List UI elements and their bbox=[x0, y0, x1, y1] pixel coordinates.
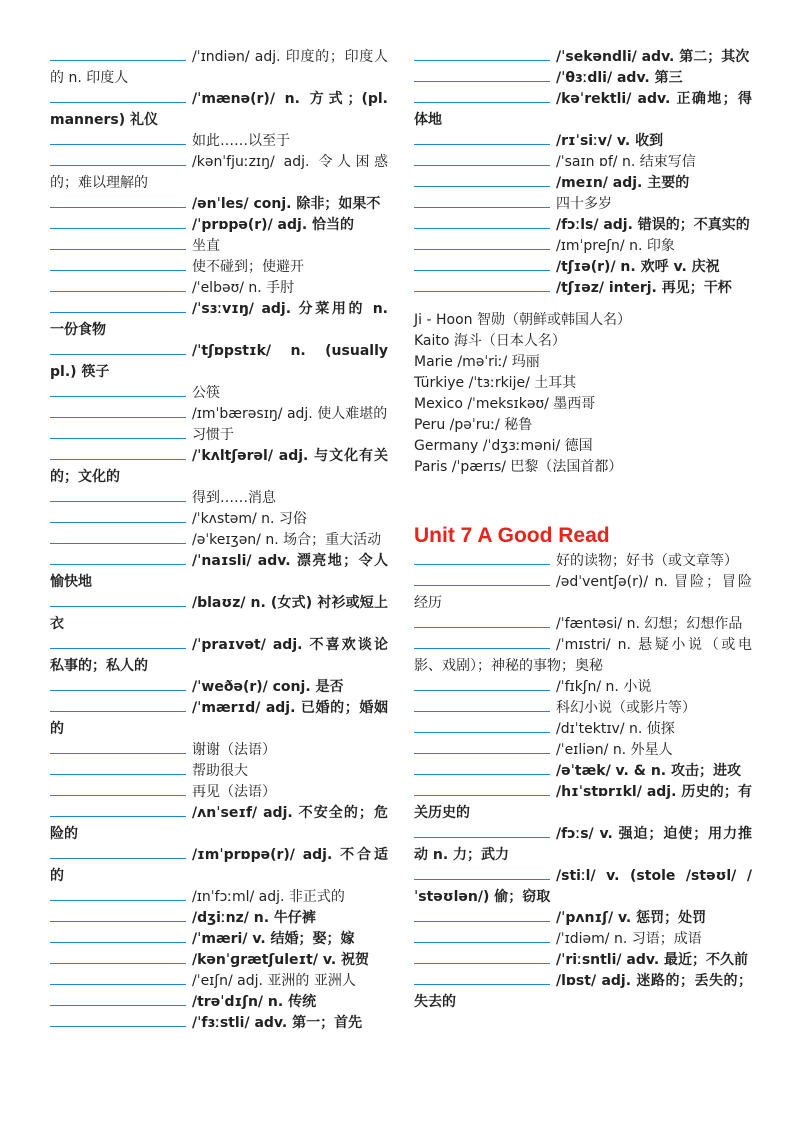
blank-line[interactable] bbox=[50, 278, 186, 292]
vocab-entry bbox=[50, 530, 388, 551]
vocab-definition: /hɪˈstɒrɪkl/ adj. 历史的；有关历史的 bbox=[414, 784, 752, 821]
vocab-entry bbox=[50, 299, 388, 341]
vocab-definition: 好的读物；好书（或文章等） bbox=[556, 553, 738, 569]
vocab-entry bbox=[414, 47, 752, 68]
vocab-entry bbox=[414, 173, 752, 194]
blank-line[interactable] bbox=[50, 782, 186, 796]
blank-line[interactable] bbox=[50, 194, 186, 208]
vocab-entry bbox=[414, 866, 752, 908]
blank-line[interactable] bbox=[414, 677, 550, 691]
vocab-entry bbox=[414, 740, 752, 761]
vocab-entry bbox=[50, 845, 388, 887]
vocab-definition: 坐直 bbox=[192, 238, 220, 254]
blank-line[interactable] bbox=[414, 89, 550, 103]
vocab-entry bbox=[414, 236, 752, 257]
vocab-definition: 谢谢（法语） bbox=[192, 742, 276, 758]
blank-line[interactable] bbox=[414, 950, 550, 964]
blank-line[interactable] bbox=[414, 908, 550, 922]
vocab-definition: /meɪn/ adj. 主要的 bbox=[556, 175, 690, 191]
vocab-entry bbox=[414, 761, 752, 782]
vocab-entry bbox=[50, 740, 388, 761]
vocab-definition: /ədˈventʃə(r)/ n. 冒险；冒险经历 bbox=[414, 574, 752, 611]
vocab-definition: /kəˈrektli/ adv. 正确地；得体地 bbox=[414, 91, 752, 128]
vocab-definition: 再见（法语） bbox=[192, 784, 276, 800]
vocab-entry bbox=[50, 593, 388, 635]
vocab-entry bbox=[50, 698, 388, 740]
blank-line[interactable] bbox=[414, 152, 550, 166]
blank-line[interactable] bbox=[50, 593, 186, 607]
blank-line[interactable] bbox=[50, 740, 186, 754]
blank-line[interactable] bbox=[50, 551, 186, 565]
vocab-definition: /ˈfɪkʃn/ n. 小说 bbox=[556, 679, 652, 695]
blank-line[interactable] bbox=[50, 152, 186, 166]
left-column bbox=[50, 47, 388, 1034]
vocab-entry bbox=[414, 257, 752, 278]
vocab-entry bbox=[414, 908, 752, 929]
vocab-entry bbox=[414, 131, 752, 152]
blank-line[interactable] bbox=[50, 1013, 186, 1027]
vocab-definition: /əˈtæk/ v. & n. 攻击；进攻 bbox=[556, 763, 741, 779]
vocab-definition: 如此……以至于 bbox=[192, 133, 290, 149]
vocab-definition: /kənˈfjuːzɪŋ/ adj. 令人困惑的；难以理解的 bbox=[50, 154, 388, 191]
vocab-definition: /tʃɪəz/ interj. 再见；干杯 bbox=[556, 280, 732, 296]
blank-line[interactable] bbox=[50, 845, 186, 859]
vocab-definition: /ˈsaɪn ɒf/ n. 结束写信 bbox=[556, 154, 696, 170]
vocab-entry bbox=[50, 257, 388, 278]
vocab-entry bbox=[50, 992, 388, 1013]
vocab-entry bbox=[50, 761, 388, 782]
vocab-definition: /ˈpraɪvət/ adj. 不喜欢谈论私事的；私人的 bbox=[50, 637, 388, 674]
vocab-definition: /ˈkʌltʃərəl/ adj. 与文化有关的；文化的 bbox=[50, 448, 388, 485]
proper-names-list bbox=[414, 310, 752, 478]
vocab-definition: /lɒst/ adj. 迷路的；丢失的；失去的 bbox=[414, 973, 752, 1010]
vocab-entry bbox=[50, 971, 388, 992]
proper-name-entry: Ji - Hoon 智勋（朝鲜或韩国人名） bbox=[414, 312, 631, 328]
vocab-entry bbox=[50, 803, 388, 845]
blank-line[interactable] bbox=[414, 740, 550, 754]
vocab-entry bbox=[414, 719, 752, 740]
blank-line[interactable] bbox=[50, 950, 186, 964]
vocab-definition: /ɪmˈprɒpə(r)/ adj. 不合适的 bbox=[50, 847, 388, 884]
blank-line[interactable] bbox=[414, 173, 550, 187]
vocab-entry bbox=[414, 551, 752, 572]
blank-line[interactable] bbox=[50, 971, 186, 985]
vocab-definition: /fɔːls/ adj. 错误的；不真实的 bbox=[556, 217, 750, 233]
proper-name-entry: Germany /ˈdʒɜːməni/ 德国 bbox=[414, 438, 593, 454]
vocab-entry bbox=[50, 404, 388, 425]
blank-line[interactable] bbox=[50, 215, 186, 229]
vocab-entry bbox=[50, 887, 388, 908]
vocab-definition: /ˈfɜːstli/ adv. 第一；首先 bbox=[192, 1015, 363, 1031]
vocab-entry bbox=[50, 215, 388, 236]
proper-name-entry: Peru /pəˈruː/ 秘鲁 bbox=[414, 417, 533, 433]
vocab-entry bbox=[50, 782, 388, 803]
vocab-entry bbox=[414, 572, 752, 614]
blank-line[interactable] bbox=[414, 929, 550, 943]
blank-line[interactable] bbox=[414, 551, 550, 565]
blank-line[interactable] bbox=[50, 761, 186, 775]
proper-name-entry: Türkiye /ˈtɜːrkije/ 土耳其 bbox=[414, 375, 577, 391]
vocab-definition: /ˈelbəʊ/ n. 手肘 bbox=[192, 280, 295, 296]
vocab-entry bbox=[414, 89, 752, 131]
vocab-entry bbox=[50, 551, 388, 593]
blank-line[interactable] bbox=[50, 530, 186, 544]
blank-line[interactable] bbox=[414, 131, 550, 145]
vocab-entry bbox=[414, 971, 752, 1013]
vocab-entry bbox=[50, 1013, 388, 1034]
vocab-entry bbox=[50, 236, 388, 257]
vocab-entry bbox=[414, 782, 752, 824]
vocab-definition: 使不碰到；使避开 bbox=[192, 259, 304, 275]
vocab-definition: /dʒiːnz/ n. 牛仔裤 bbox=[192, 910, 316, 926]
vocab-definition: 公筷 bbox=[192, 385, 220, 401]
unit-title: Unit 7 A Good Read bbox=[414, 524, 610, 547]
right-vocab-list bbox=[414, 47, 752, 299]
blank-line[interactable] bbox=[414, 278, 550, 292]
blank-line[interactable] bbox=[50, 929, 186, 943]
vocab-definition: /ˈmærɪd/ adj. 已婚的；婚姻的 bbox=[50, 700, 388, 737]
blank-line[interactable] bbox=[414, 614, 550, 628]
vocab-definition: /dɪˈtektɪv/ n. 侦探 bbox=[556, 721, 675, 737]
vocab-entry bbox=[50, 383, 388, 404]
vocab-definition: /trəˈdɪʃn/ n. 传统 bbox=[192, 994, 317, 1010]
blank-line[interactable] bbox=[50, 908, 186, 922]
vocab-definition: 四十多岁 bbox=[556, 196, 612, 212]
vocab-definition: /ˈprɒpə(r)/ adj. 恰当的 bbox=[192, 217, 355, 233]
vocab-entry bbox=[50, 47, 388, 89]
vocab-entry bbox=[414, 698, 752, 719]
blank-line[interactable] bbox=[50, 992, 186, 1006]
blank-line[interactable] bbox=[414, 719, 550, 733]
blank-line[interactable] bbox=[414, 194, 550, 208]
proper-name-entry: Paris /ˈpærɪs/ 巴黎（法国首都） bbox=[414, 459, 623, 475]
vocab-entry bbox=[414, 194, 752, 215]
blank-line[interactable] bbox=[414, 698, 550, 712]
blank-line[interactable] bbox=[414, 761, 550, 775]
blank-line[interactable] bbox=[50, 677, 186, 691]
vocab-definition: /ˈpʌnɪʃ/ v. 惩罚；处罚 bbox=[556, 910, 707, 926]
vocab-entry bbox=[414, 677, 752, 698]
vocab-definition: /ˈsɜːvɪŋ/ adj. 分菜用的 n. 一份食物 bbox=[50, 301, 388, 338]
vocab-entry bbox=[414, 614, 752, 635]
proper-name-entry: Mexico /ˈmeksɪkəʊ/ 墨西哥 bbox=[414, 396, 596, 412]
vocab-entry bbox=[414, 635, 752, 677]
blank-line[interactable] bbox=[414, 824, 550, 838]
vocab-entry bbox=[50, 89, 388, 131]
blank-line[interactable] bbox=[50, 887, 186, 901]
blank-line[interactable] bbox=[50, 131, 186, 145]
vocab-definition: /rɪˈsiːv/ v. 收到 bbox=[556, 133, 664, 149]
vocab-entry bbox=[50, 635, 388, 677]
vocab-definition: /ˈnaɪsli/ adv. 漂亮地；令人愉快地 bbox=[50, 553, 388, 590]
blank-line[interactable] bbox=[50, 236, 186, 250]
vocab-definition: 科幻小说（或影片等） bbox=[556, 700, 696, 716]
blank-line[interactable] bbox=[414, 782, 550, 796]
vocab-definition: /ˈɪdiəm/ n. 习语；成语 bbox=[556, 931, 702, 947]
vocab-definition: /əˈkeɪʒən/ n. 场合；重大活动 bbox=[192, 532, 382, 548]
blank-line[interactable] bbox=[50, 89, 186, 103]
vocab-definition: /ˈriːsntli/ adv. 最近；不久前 bbox=[556, 952, 749, 968]
vocab-entry bbox=[50, 341, 388, 383]
proper-name-entry: Kaito 海斗（日本人名） bbox=[414, 333, 566, 349]
vocab-entry bbox=[50, 677, 388, 698]
vocab-definition: /ˈkʌstəm/ n. 习俗 bbox=[192, 511, 307, 527]
proper-name-entry: Marie /məˈriː/ 玛丽 bbox=[414, 354, 540, 370]
blank-line[interactable] bbox=[414, 572, 550, 586]
vocab-definition: /tʃɪə(r)/ n. 欢呼 v. 庆祝 bbox=[556, 259, 720, 275]
vocab-definition: /ˈɪndiən/ adj. 印度的；印度人的 n. 印度人 bbox=[50, 49, 388, 86]
blank-line[interactable] bbox=[414, 971, 550, 985]
blank-line[interactable] bbox=[50, 488, 186, 502]
vocab-definition: /ˈtʃɒpstɪk/ n. (usually pl.) 筷子 bbox=[50, 343, 388, 380]
blank-line[interactable] bbox=[414, 635, 550, 649]
blank-line[interactable] bbox=[50, 341, 186, 355]
vocab-definition: /kənˈɡrætʃuleɪt/ v. 祝贺 bbox=[192, 952, 370, 968]
vocab-entry bbox=[50, 929, 388, 950]
vocab-entry bbox=[414, 215, 752, 236]
vocab-entry bbox=[50, 278, 388, 299]
blank-line[interactable] bbox=[50, 803, 186, 817]
blank-line[interactable] bbox=[50, 257, 186, 271]
vocab-entry bbox=[414, 68, 752, 89]
vocab-definition: /ɪnˈfɔːml/ adj. 非正式的 bbox=[192, 889, 345, 905]
vocab-entry bbox=[50, 131, 388, 152]
vocab-definition: 习惯于 bbox=[192, 427, 234, 443]
vocab-definition: /ˈeɪliən/ n. 外星人 bbox=[556, 742, 673, 758]
blank-line[interactable] bbox=[50, 446, 186, 460]
vocab-entry bbox=[414, 824, 752, 866]
blank-line[interactable] bbox=[50, 383, 186, 397]
blank-line[interactable] bbox=[414, 866, 550, 880]
vocab-definition: /ˈeɪʃn/ adj. 亚洲的 亚洲人 bbox=[192, 973, 356, 989]
vocab-entry bbox=[414, 929, 752, 950]
blank-line[interactable] bbox=[50, 698, 186, 712]
vocab-definition: /ˈθɜːdli/ adv. 第三 bbox=[556, 70, 683, 86]
blank-line[interactable] bbox=[50, 404, 186, 418]
vocab-definition: /stiːl/ v. (stole /stəʊl/ /ˈstəʊlən/) 偷；窃取 bbox=[414, 868, 752, 905]
vocab-definition: /ˈmænə(r)/ n. 方式；(pl. manners) 礼仪 bbox=[50, 91, 388, 128]
blank-line[interactable] bbox=[50, 299, 186, 313]
blank-line[interactable] bbox=[50, 425, 186, 439]
vocab-entry bbox=[414, 278, 752, 299]
blank-line[interactable] bbox=[50, 509, 186, 523]
blank-line[interactable] bbox=[50, 47, 186, 61]
blank-line[interactable] bbox=[50, 635, 186, 649]
vocab-entry bbox=[50, 950, 388, 971]
vocab-entry bbox=[50, 509, 388, 530]
vocab-entry bbox=[50, 152, 388, 194]
vocab-definition: 帮助很大 bbox=[192, 763, 248, 779]
vocab-definition: /ˈmæri/ v. 结婚；娶；嫁 bbox=[192, 931, 355, 947]
blank-line[interactable] bbox=[414, 215, 550, 229]
vocab-definition: /ʌnˈseɪf/ adj. 不安全的；危险的 bbox=[50, 805, 388, 842]
vocab-entry bbox=[414, 152, 752, 173]
vocab-entry bbox=[414, 950, 752, 971]
vocab-definition: /ˈsekəndli/ adv. 第二；其次 bbox=[556, 49, 750, 65]
vocab-definition: /ˈmɪstri/ n. 悬疑小说（或电影、戏剧）；神秘的事物；奥秘 bbox=[414, 637, 752, 674]
vocab-definition: /ˈfæntəsi/ n. 幻想；幻想作品 bbox=[556, 616, 743, 632]
unit-vocab-list bbox=[414, 551, 752, 1013]
vocab-entry bbox=[50, 194, 388, 215]
vocab-entry bbox=[50, 425, 388, 446]
right-column bbox=[414, 47, 752, 1013]
blank-line[interactable] bbox=[414, 68, 550, 82]
vocab-entry bbox=[50, 488, 388, 509]
vocab-definition: /ənˈles/ conj. 除非；如果不 bbox=[192, 196, 381, 212]
blank-line[interactable] bbox=[414, 47, 550, 61]
vocab-entry bbox=[50, 908, 388, 929]
vocab-definition: /blaʊz/ n. (女式) 衬衫或短上衣 bbox=[50, 595, 388, 632]
blank-line[interactable] bbox=[414, 236, 550, 250]
vocab-definition: /ˈweðə(r)/ conj. 是否 bbox=[192, 679, 344, 695]
blank-line[interactable] bbox=[414, 257, 550, 271]
vocab-definition: /fɔːs/ v. 强迫；迫使；用力推动 n. 力；武力 bbox=[414, 826, 752, 863]
vocab-definition: /ɪmˈpreʃn/ n. 印象 bbox=[556, 238, 675, 254]
vocab-definition: /ɪmˈbærəsɪŋ/ adj. 使人难堪的 bbox=[192, 406, 388, 422]
vocab-entry bbox=[50, 446, 388, 488]
vocab-definition: 得到……消息 bbox=[192, 490, 276, 506]
